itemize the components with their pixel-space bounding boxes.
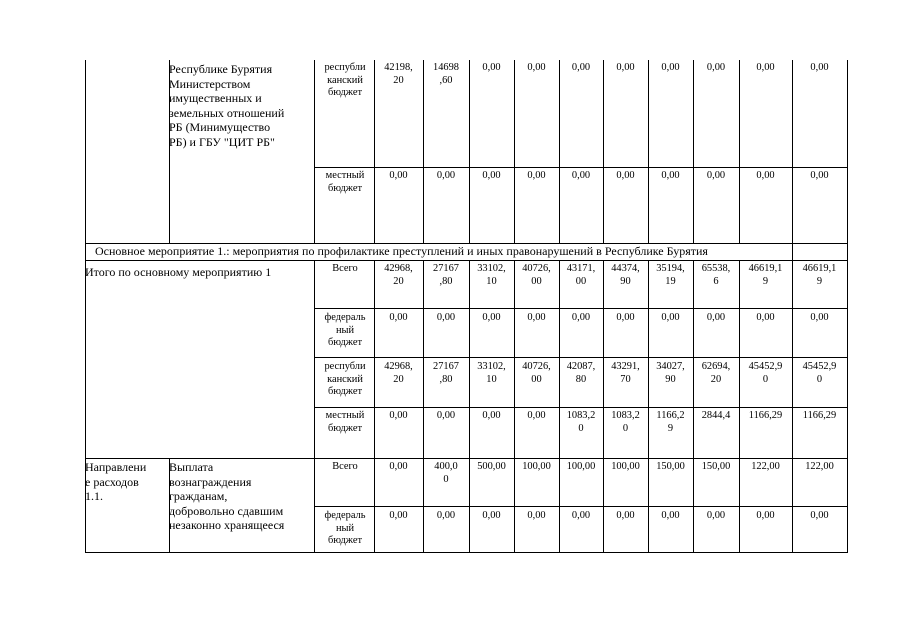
table-cell: 40726, 00 (522, 361, 551, 385)
table-cell: 0,00 (527, 170, 546, 181)
table-cell: 1083,2 0 (566, 410, 596, 434)
table-cell: 42968, 20 (384, 361, 413, 385)
organization-name: Республике Бурятия Министерством имущественных и земельных отношений РБ (Минимущество РБ) и ГБУ "ЦИТ РБ" (169, 62, 285, 149)
table-cell: 0,00 (810, 312, 829, 323)
table-cell: 27167 ,80 (433, 263, 459, 287)
table-cell: 14698 ,60 (433, 62, 459, 86)
column-rule (648, 60, 649, 244)
column-rule (314, 60, 315, 244)
table-cell: 0,00 (756, 170, 775, 181)
table-cell: 0,00 (706, 170, 726, 181)
table-cell: 0,00 (810, 170, 829, 181)
budget-source-label: Всего (332, 461, 358, 472)
table-cell: 42087, 80 (566, 361, 596, 385)
section-title: Основное мероприятие 1.: мероприятия по профилактике преступлений и иных правонарушений в Республике Бурятия (95, 244, 708, 258)
table-cell: 0,00 (527, 510, 546, 521)
table-cell: 0,00 (616, 312, 635, 323)
table-cell: 42968, 20 (384, 263, 413, 287)
table-cell: 1166,29 (802, 410, 837, 421)
column-rule (559, 60, 560, 244)
table-cell: 35194, 19 (656, 263, 685, 287)
expense-direction-code: Направлени е расходов 1.1. (85, 460, 147, 503)
table-cell: 46619,1 9 (802, 263, 837, 287)
column-rule (603, 60, 604, 244)
table-cell: 0,00 (810, 62, 829, 73)
table-cell: 0,00 (616, 510, 635, 521)
table-cell: 40726, 00 (522, 263, 551, 287)
budget-source-label: федераль ный бюджет (324, 312, 366, 348)
table-cell: 500,00 (477, 461, 506, 472)
column-rule (792, 260, 793, 459)
table-cell: 0,00 (571, 170, 591, 181)
table-cell: 44374, 90 (611, 263, 640, 287)
table-cell: 150,00 (701, 461, 731, 472)
row-rule (314, 308, 848, 309)
table-cell: 33102, 10 (477, 361, 506, 385)
row-rule (314, 167, 848, 168)
table-cell: 0,00 (389, 510, 408, 521)
table-cell: 0,00 (756, 62, 775, 73)
column-rule (514, 60, 515, 244)
table-cell: 0,00 (527, 62, 546, 73)
table-cell: 122,00 (751, 461, 780, 472)
table-cell: 0,00 (389, 410, 408, 421)
table-cell: 2844,4 (701, 410, 731, 421)
budget-source-label: республи канский бюджет (324, 361, 366, 397)
table-cell: 0,00 (482, 312, 501, 323)
expense-direction-name: Выплата вознаграждения гражданам, добровольно сдавшим незаконно хранящееся (169, 460, 285, 532)
table-cell: 46619,1 9 (748, 263, 783, 287)
table-cell: 0,00 (389, 461, 408, 472)
table-cell: 0,00 (482, 510, 501, 521)
table-cell: 0,00 (571, 312, 591, 323)
table-cell: 0,00 (482, 62, 501, 73)
table-cell: 0,00 (616, 62, 635, 73)
table-cell: 0,00 (527, 410, 546, 421)
column-rule (847, 60, 848, 553)
table-cell: 43171, 00 (566, 263, 596, 287)
column-rule (469, 60, 470, 244)
table-cell: 43291, 70 (611, 361, 640, 385)
column-rule (374, 60, 375, 244)
table-cell: 45452,9 0 (802, 361, 837, 385)
table-cell: 0,00 (571, 62, 591, 73)
table-cell: 0,00 (706, 510, 726, 521)
table-cell: 65538, 6 (701, 263, 731, 287)
table-cell: 0,00 (389, 170, 408, 181)
column-rule (423, 60, 424, 244)
budget-source-label: Всего (332, 263, 358, 274)
table-cell: 0,00 (389, 312, 408, 323)
column-rule (314, 260, 315, 459)
table-cell: 45452,9 0 (748, 361, 783, 385)
row-rule (85, 552, 848, 553)
row-rule (314, 506, 848, 507)
table-cell: 0,00 (756, 312, 775, 323)
total-row-label: Итого по основному мероприятию 1 (85, 265, 272, 279)
column-rule (374, 260, 375, 459)
column-rule (739, 260, 740, 459)
table-cell: 34027, 90 (656, 361, 685, 385)
column-rule (423, 260, 424, 459)
table-cell: 0,00 (661, 312, 680, 323)
table-cell: 0,00 (810, 510, 829, 521)
column-rule (792, 60, 793, 244)
table-cell: 0,00 (706, 312, 726, 323)
table-cell: 1166,29 (748, 410, 783, 421)
table-cell: 42198, 20 (384, 62, 413, 86)
table-cell: 1166,2 9 (656, 410, 685, 434)
table-cell: 100,00 (522, 461, 551, 472)
column-rule (469, 260, 470, 459)
table-cell: 0,00 (436, 510, 456, 521)
table-cell: 0,00 (527, 312, 546, 323)
budget-source-label: республи канский бюджет (324, 62, 366, 98)
row-rule (314, 407, 848, 408)
table-cell: 400,0 0 (434, 461, 458, 485)
column-rule (739, 60, 740, 244)
column-rule (792, 243, 793, 261)
column-rule (514, 260, 515, 459)
table-cell: 0,00 (436, 170, 456, 181)
table-cell: 27167 ,80 (433, 361, 459, 385)
table-cell: 0,00 (571, 510, 591, 521)
table-cell: 0,00 (706, 62, 726, 73)
row-rule (314, 357, 848, 358)
table-cell: 100,00 (611, 461, 640, 472)
table-cell: 0,00 (482, 170, 501, 181)
table-cell: 62694, 20 (701, 361, 731, 385)
table-cell: 0,00 (661, 170, 680, 181)
table-cell: 150,00 (656, 461, 685, 472)
budget-source-label: федераль ный бюджет (324, 510, 366, 546)
budget-source-label: местный бюджет (325, 410, 365, 434)
table-cell: 0,00 (661, 510, 680, 521)
table-cell: 1083,2 0 (611, 410, 640, 434)
column-rule (693, 60, 694, 244)
column-rule (314, 458, 315, 553)
table-cell: 0,00 (436, 312, 456, 323)
row-rule (85, 458, 848, 459)
table-cell: 33102, 10 (477, 263, 506, 287)
table-cell: 0,00 (616, 170, 635, 181)
table-cell: 0,00 (436, 410, 456, 421)
table-cell: 0,00 (482, 410, 501, 421)
table-cell: 0,00 (756, 510, 775, 521)
column-rule (693, 260, 694, 459)
row-rule (85, 260, 848, 261)
table-cell: 100,00 (566, 461, 596, 472)
table-cell: 122,00 (805, 461, 834, 472)
budget-source-label: местный бюджет (325, 170, 365, 194)
table-cell: 0,00 (661, 62, 680, 73)
